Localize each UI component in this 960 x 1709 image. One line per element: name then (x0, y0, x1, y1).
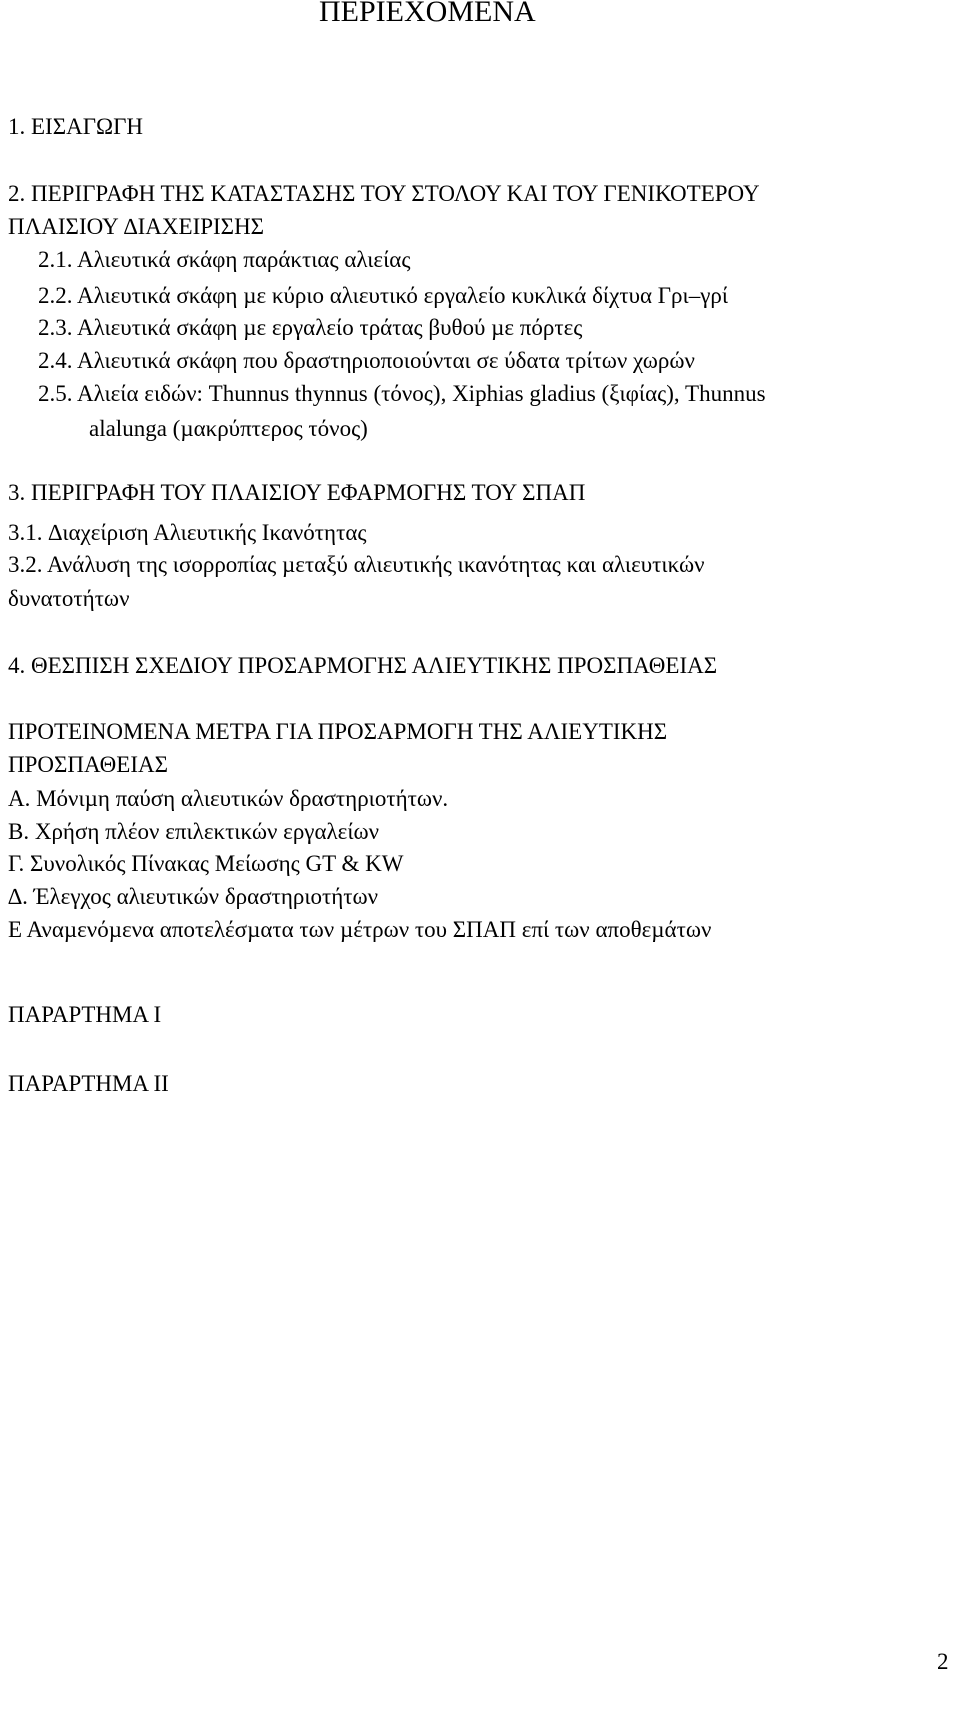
toc-section-2-1: 2.1. Αλιευτικά σκάφη παράκτιας αλιείας (38, 247, 411, 272)
toc-section-2-3: 2.3. Αλιευτικά σκάφη µε εργαλείο τράτας βυθού µε πόρτες (38, 315, 583, 340)
toc-section-2-2: 2.2. Αλιευτικά σκάφη µε κύριο αλιευτικό εργαλείο κυκλικά δίχτυα Γρι–γρί (38, 283, 729, 308)
toc-annex-1: ΠΑΡΑΡΤΗΜΑ Ι (8, 1002, 162, 1027)
toc-measures-line1: ΠΡΟΤΕΙΝΟΜΕΝΑ ΜΕΤΡΑ ΓΙΑ ΠΡΟΣΑΡΜΟΓΗ ΤΗΣ ΑΛΙΕΥΤΙΚΗΣ (8, 719, 668, 744)
toc-measure-e: Ε Αναµενόµενα αποτελέσµατα των µέτρων του ΣΠΑΠ επί των αποθεµάτων (8, 917, 712, 942)
toc-section-2-5-line2: alalunga (µακρύπτερος τόνος) (89, 416, 368, 441)
toc-section-2-line2: ΠΛΑΙΣΙΟΥ ∆ΙΑΧΕΙΡΙΣΗΣ (8, 214, 265, 239)
toc-annex-2: ΠΑΡΑΡΤΗΜΑ ΙΙ (8, 1071, 169, 1096)
toc-section-3-2-line1: 3.2. Ανάλυση της ισορροπίας µεταξύ αλιευτικής ικανότητας και αλιευτικών (8, 552, 705, 577)
page-number: 2 (937, 1649, 949, 1674)
toc-section-1: 1. ΕΙΣΑΓΩΓΗ (8, 114, 144, 139)
page-title: ΠΕΡΙΕΧΟΜΕΝΑ (319, 0, 536, 28)
toc-measure-a: Α. Μόνιµη παύση αλιευτικών δραστηριοτήτων. (8, 786, 449, 811)
toc-measure-b: Β. Χρήση πλέον επιλεκτικών εργαλείων (8, 819, 380, 844)
toc-measure-g: Γ. Συνολικός Πίνακας Μείωσης GT & KW (8, 851, 404, 876)
toc-section-3: 3. ΠΕΡΙΓΡΑΦΗ ΤΟΥ ΠΛΑΙΣΙΟΥ ΕΦΑΡΜΟΓΗΣ ΤΟΥ ΣΠΑΠ (8, 480, 586, 505)
toc-section-2-5-line1: 2.5. Αλιεία ειδών: Thunnus thynnus (τόνος), Xiphias gladius (ξιφίας), Thunnus (38, 381, 766, 406)
toc-measures-line2: ΠΡΟΣΠΑΘΕΙΑΣ (8, 752, 168, 777)
toc-section-3-1: 3.1. ∆ιαχείριση Αλιευτικής Ικανότητας (8, 520, 367, 545)
toc-section-2-4: 2.4. Αλιευτικά σκάφη που δραστηριοποιούνται σε ύδατα τρίτων χωρών (38, 348, 695, 373)
toc-measure-d: ∆. Έλεγχος αλιευτικών δραστηριοτήτων (8, 884, 379, 909)
toc-section-3-2-line2: δυνατοτήτων (8, 586, 130, 611)
toc-section-4: 4. ΘΕΣΠΙΣΗ ΣΧΕ∆ΙΟΥ ΠΡΟΣΑΡΜΟΓΗΣ ΑΛΙΕΥΤΙΚΗΣ ΠΡΟΣΠΑΘΕΙΑΣ (8, 653, 718, 678)
toc-section-2-line1: 2. ΠΕΡΙΓΡΑΦΗ ΤΗΣ ΚΑΤΑΣΤΑΣΗΣ ΤΟΥ ΣΤΟΛΟΥ ΚΑΙ ΤΟΥ ΓΕΝΙΚΟΤΕΡΟΥ (8, 181, 760, 206)
